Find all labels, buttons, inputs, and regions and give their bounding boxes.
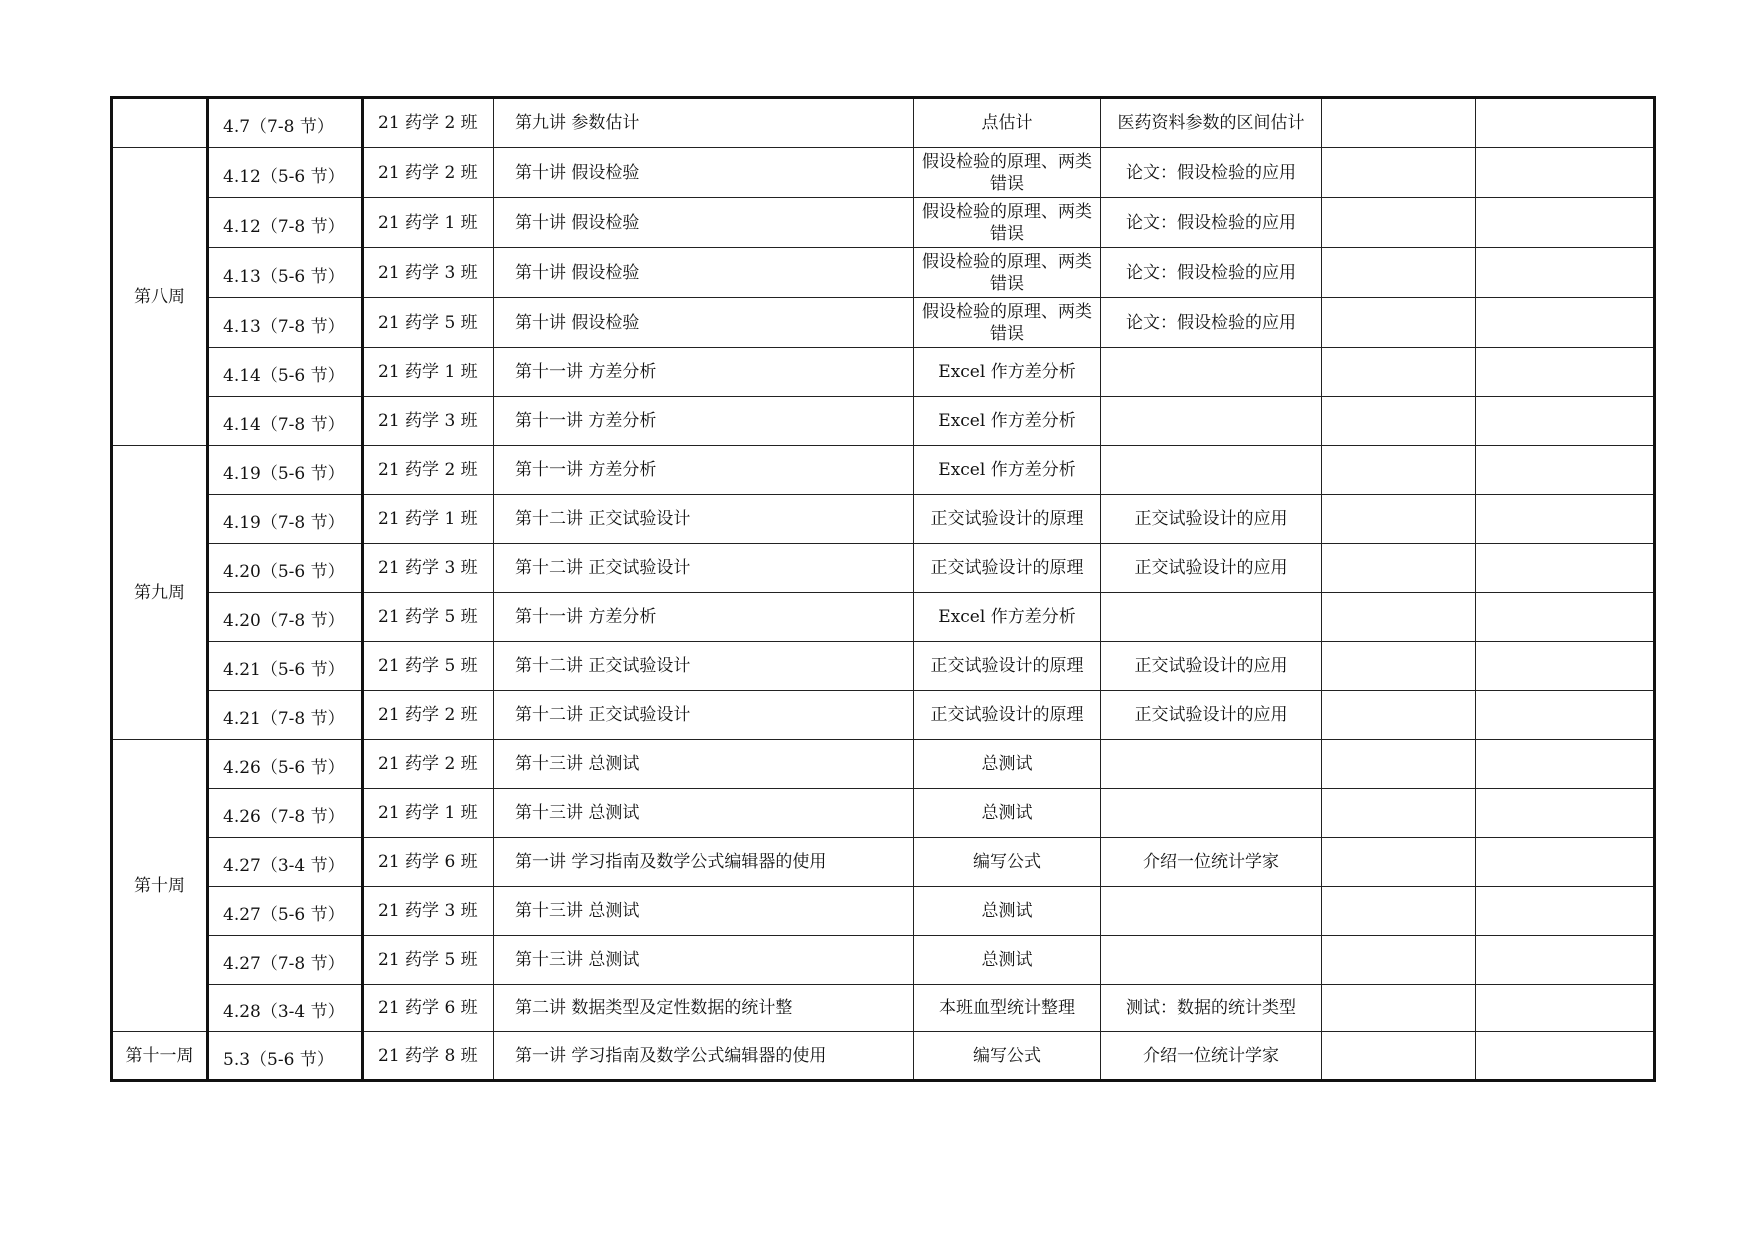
class-cell: 21 药学 1 班 (363, 198, 494, 248)
lecture-cell: 第十一讲 方差分析 (494, 446, 914, 495)
class-cell: 21 药学 6 班 (363, 985, 494, 1032)
task-cell: 正交试验设计的应用 (1101, 642, 1322, 691)
content-cell: 正交试验设计的原理 (914, 544, 1101, 593)
class-cell: 21 药学 2 班 (363, 148, 494, 198)
blank-cell (1322, 397, 1476, 446)
lecture-cell: 第十三讲 总测试 (494, 789, 914, 838)
blank-cell (1476, 642, 1655, 691)
blank-cell (1476, 789, 1655, 838)
task-cell (1101, 936, 1322, 985)
lecture-cell: 第十一讲 方差分析 (494, 593, 914, 642)
lecture-cell: 第十二讲 正交试验设计 (494, 691, 914, 740)
date-cell: 4.13（5-6 节） (208, 248, 363, 298)
table-row (112, 887, 1655, 936)
blank-cell (1322, 740, 1476, 789)
week-cell: 第十一周 (112, 1032, 208, 1081)
content-cell: 假设检验的原理、两类错误 (914, 198, 1101, 248)
blank-cell (1322, 887, 1476, 936)
content-cell: 编写公式 (914, 1032, 1101, 1081)
blank-cell (1476, 248, 1655, 298)
table-row (112, 98, 1655, 148)
class-cell: 21 药学 3 班 (363, 544, 494, 593)
content-cell: 假设检验的原理、两类错误 (914, 148, 1101, 198)
class-cell: 21 药学 3 班 (363, 887, 494, 936)
task-cell: 论文：假设检验的应用 (1101, 248, 1322, 298)
task-cell (1101, 446, 1322, 495)
class-cell: 21 药学 2 班 (363, 691, 494, 740)
lecture-cell: 第二讲 数据类型及定性数据的统计整 (494, 985, 914, 1032)
date-cell: 4.19（5-6 节） (208, 446, 363, 495)
task-cell: 论文：假设检验的应用 (1101, 298, 1322, 348)
class-cell: 21 药学 5 班 (363, 298, 494, 348)
lecture-cell: 第九讲 参数估计 (494, 98, 914, 148)
blank-cell (1476, 544, 1655, 593)
blank-cell (1322, 446, 1476, 495)
blank-cell (1476, 1032, 1655, 1081)
lecture-cell: 第十二讲 正交试验设计 (494, 544, 914, 593)
task-cell: 论文：假设检验的应用 (1101, 148, 1322, 198)
table-row (112, 936, 1655, 985)
blank-cell (1476, 887, 1655, 936)
blank-cell (1476, 985, 1655, 1032)
table-row (112, 985, 1655, 1032)
date-cell: 4.12（7-8 节） (208, 198, 363, 248)
table-row (112, 1032, 1655, 1081)
date-cell: 4.27（3-4 节） (208, 838, 363, 887)
date-cell: 4.20（5-6 节） (208, 544, 363, 593)
blank-cell (1322, 495, 1476, 544)
content-cell: 正交试验设计的原理 (914, 495, 1101, 544)
date-cell: 4.20（7-8 节） (208, 593, 363, 642)
table-row (112, 593, 1655, 642)
class-cell: 21 药学 2 班 (363, 98, 494, 148)
class-cell: 21 药学 8 班 (363, 1032, 494, 1081)
table-row (112, 348, 1655, 397)
date-cell: 4.27（5-6 节） (208, 887, 363, 936)
task-cell: 正交试验设计的应用 (1101, 495, 1322, 544)
lecture-cell: 第十二讲 正交试验设计 (494, 495, 914, 544)
table-row (112, 740, 1655, 789)
blank-cell (1476, 936, 1655, 985)
week-cell: 第八周 (112, 148, 208, 446)
class-cell: 21 药学 6 班 (363, 838, 494, 887)
date-cell: 4.19（7-8 节） (208, 495, 363, 544)
blank-cell (1322, 298, 1476, 348)
lecture-cell: 第十三讲 总测试 (494, 740, 914, 789)
blank-cell (1476, 198, 1655, 248)
content-cell: 假设检验的原理、两类错误 (914, 248, 1101, 298)
task-cell (1101, 740, 1322, 789)
task-cell: 论文：假设检验的应用 (1101, 198, 1322, 248)
blank-cell (1476, 348, 1655, 397)
blank-cell (1322, 593, 1476, 642)
table-row (112, 397, 1655, 446)
content-cell: 点估计 (914, 98, 1101, 148)
date-cell: 4.27（7-8 节） (208, 936, 363, 985)
blank-cell (1322, 1032, 1476, 1081)
content-cell: Excel 作方差分析 (914, 593, 1101, 642)
blank-cell (1322, 838, 1476, 887)
blank-cell (1322, 985, 1476, 1032)
task-cell (1101, 789, 1322, 838)
date-cell: 4.26（7-8 节） (208, 789, 363, 838)
table-row (112, 148, 1655, 198)
content-cell: 总测试 (914, 740, 1101, 789)
schedule-table (110, 96, 1656, 1082)
date-cell: 4.14（5-6 节） (208, 348, 363, 397)
blank-cell (1322, 642, 1476, 691)
table-row (112, 298, 1655, 348)
blank-cell (1476, 397, 1655, 446)
table-row (112, 789, 1655, 838)
table-row (112, 838, 1655, 887)
task-cell (1101, 348, 1322, 397)
blank-cell (1322, 248, 1476, 298)
content-cell: 正交试验设计的原理 (914, 642, 1101, 691)
blank-cell (1476, 148, 1655, 198)
blank-cell (1322, 148, 1476, 198)
table-row (112, 446, 1655, 495)
class-cell: 21 药学 5 班 (363, 593, 494, 642)
lecture-cell: 第十讲 假设检验 (494, 198, 914, 248)
lecture-cell: 第十二讲 正交试验设计 (494, 642, 914, 691)
blank-cell (1476, 98, 1655, 148)
class-cell: 21 药学 1 班 (363, 348, 494, 397)
class-cell: 21 药学 3 班 (363, 248, 494, 298)
lecture-cell: 第一讲 学习指南及数学公式编辑器的使用 (494, 838, 914, 887)
date-cell: 5.3（5-6 节） (208, 1032, 363, 1081)
class-cell: 21 药学 3 班 (363, 397, 494, 446)
task-cell: 正交试验设计的应用 (1101, 691, 1322, 740)
content-cell: 假设检验的原理、两类错误 (914, 298, 1101, 348)
blank-cell (1476, 446, 1655, 495)
blank-cell (1476, 495, 1655, 544)
task-cell: 测试：数据的统计类型 (1101, 985, 1322, 1032)
lecture-cell: 第十一讲 方差分析 (494, 348, 914, 397)
task-cell: 医药资料参数的区间估计 (1101, 98, 1322, 148)
blank-cell (1322, 348, 1476, 397)
class-cell: 21 药学 2 班 (363, 446, 494, 495)
blank-cell (1476, 593, 1655, 642)
table-row (112, 495, 1655, 544)
task-cell: 介绍一位统计学家 (1101, 838, 1322, 887)
lecture-cell: 第十讲 假设检验 (494, 298, 914, 348)
week-cell: 第九周 (112, 446, 208, 740)
content-cell: Excel 作方差分析 (914, 397, 1101, 446)
task-cell: 正交试验设计的应用 (1101, 544, 1322, 593)
task-cell (1101, 593, 1322, 642)
date-cell: 4.7（7-8 节） (208, 98, 363, 148)
blank-cell (1322, 936, 1476, 985)
class-cell: 21 药学 5 班 (363, 936, 494, 985)
task-cell (1101, 887, 1322, 936)
lecture-cell: 第十一讲 方差分析 (494, 397, 914, 446)
content-cell: 总测试 (914, 789, 1101, 838)
class-cell: 21 药学 1 班 (363, 495, 494, 544)
lecture-cell: 第十三讲 总测试 (494, 887, 914, 936)
date-cell: 4.21（5-6 节） (208, 642, 363, 691)
table-row (112, 642, 1655, 691)
table-row (112, 198, 1655, 248)
class-cell: 21 药学 1 班 (363, 789, 494, 838)
lecture-cell: 第十讲 假设检验 (494, 148, 914, 198)
blank-cell (1322, 691, 1476, 740)
task-cell (1101, 397, 1322, 446)
date-cell: 4.26（5-6 节） (208, 740, 363, 789)
content-cell: 总测试 (914, 936, 1101, 985)
blank-cell (1322, 789, 1476, 838)
blank-cell (1322, 544, 1476, 593)
content-cell: Excel 作方差分析 (914, 446, 1101, 495)
content-cell: Excel 作方差分析 (914, 348, 1101, 397)
table-row (112, 248, 1655, 298)
blank-cell (1476, 740, 1655, 789)
content-cell: 正交试验设计的原理 (914, 691, 1101, 740)
week-cell: 第十周 (112, 740, 208, 1032)
table-row (112, 691, 1655, 740)
table-row (112, 544, 1655, 593)
content-cell: 编写公式 (914, 838, 1101, 887)
task-cell: 介绍一位统计学家 (1101, 1032, 1322, 1081)
lecture-cell: 第十三讲 总测试 (494, 936, 914, 985)
date-cell: 4.12（5-6 节） (208, 148, 363, 198)
date-cell: 4.28（3-4 节） (208, 985, 363, 1032)
content-cell: 本班血型统计整理 (914, 985, 1101, 1032)
blank-cell (1476, 838, 1655, 887)
date-cell: 4.14（7-8 节） (208, 397, 363, 446)
week-cell (112, 98, 208, 148)
blank-cell (1322, 198, 1476, 248)
class-cell: 21 药学 5 班 (363, 642, 494, 691)
class-cell: 21 药学 2 班 (363, 740, 494, 789)
blank-cell (1322, 98, 1476, 148)
content-cell: 总测试 (914, 887, 1101, 936)
date-cell: 4.13（7-8 节） (208, 298, 363, 348)
lecture-cell: 第一讲 学习指南及数学公式编辑器的使用 (494, 1032, 914, 1081)
blank-cell (1476, 691, 1655, 740)
blank-cell (1476, 298, 1655, 348)
date-cell: 4.21（7-8 节） (208, 691, 363, 740)
lecture-cell: 第十讲 假设检验 (494, 248, 914, 298)
